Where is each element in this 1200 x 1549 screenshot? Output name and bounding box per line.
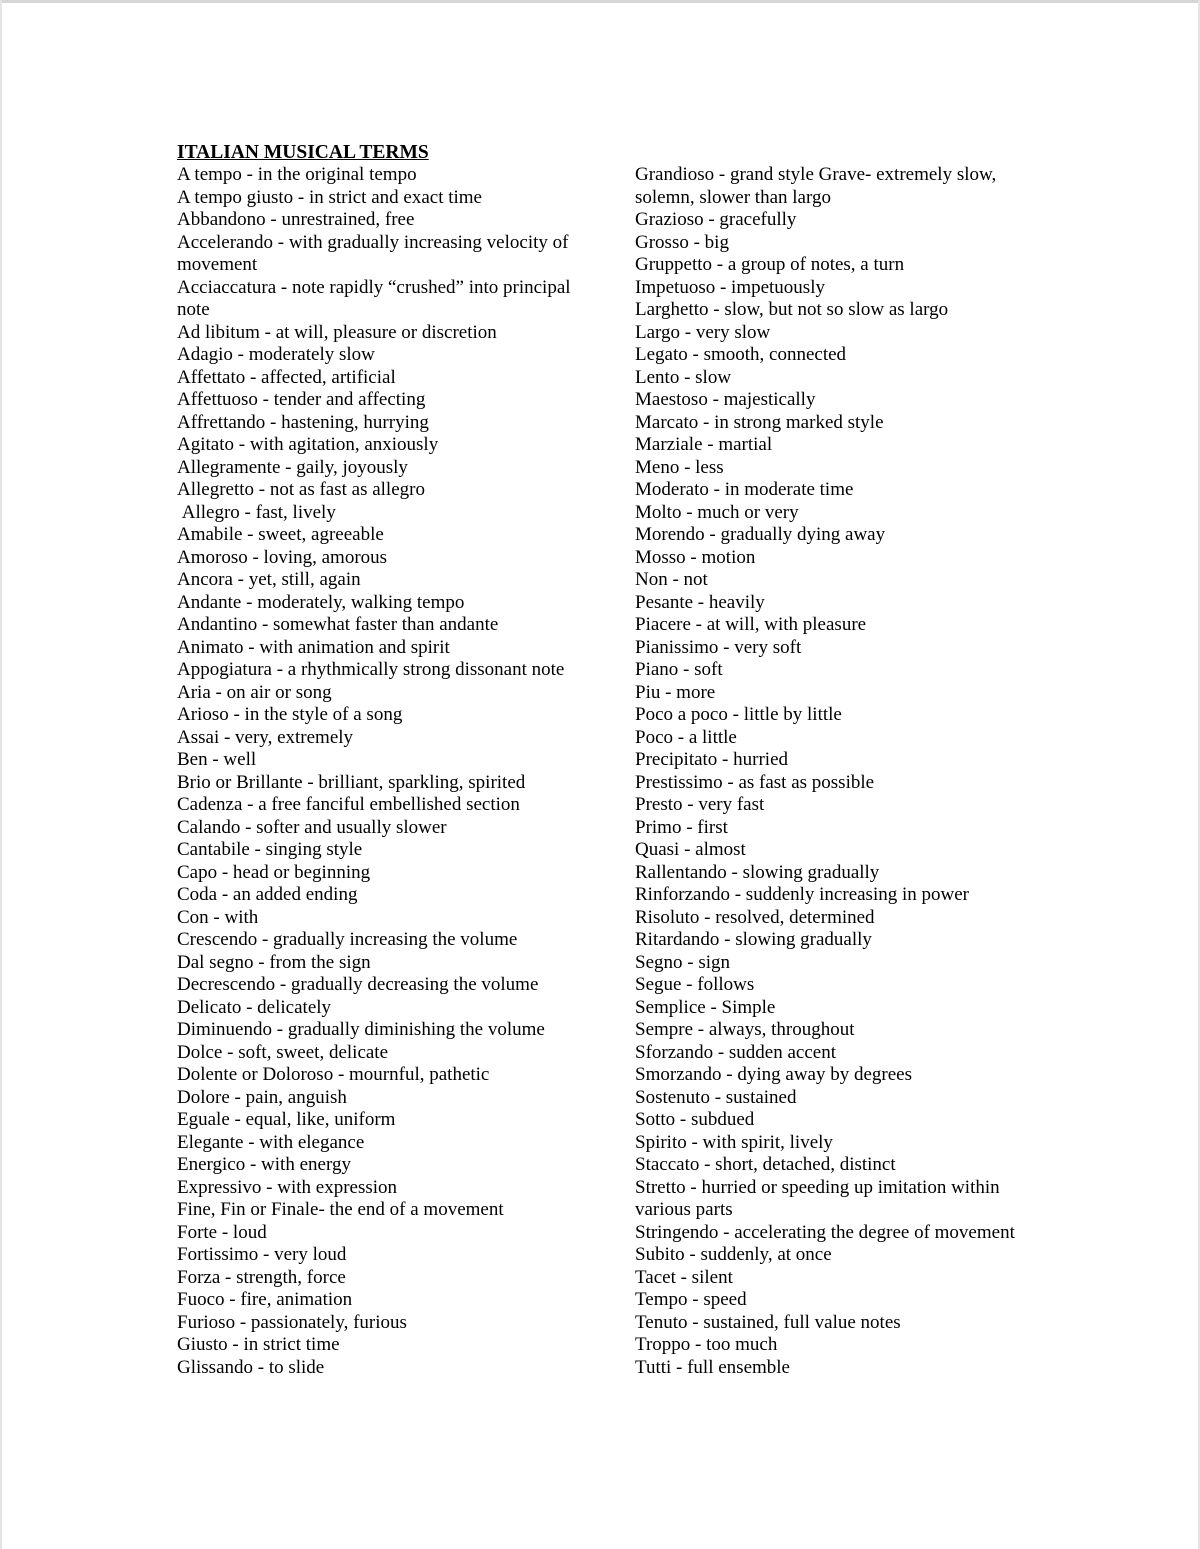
term-entry: Tutti - full ensemble [635, 1356, 790, 1378]
term-entry: Affettuoso - tender and affecting [177, 389, 426, 410]
term-entry: Grosso - big [635, 231, 729, 253]
term-entry: Ritardando - slowing gradually [635, 929, 872, 950]
term-entry: Poco - a little [635, 726, 737, 748]
term-entry: Tacet - silent [635, 1266, 733, 1288]
term-entry: Dolente or Doloroso - mournful, pathetic [177, 1064, 490, 1085]
term-entry: Agitato - with agitation, anxiously [177, 434, 439, 455]
term-entry: Elegante - with elegance [177, 1131, 365, 1153]
term-entry: Ancora - yet, still, again [177, 569, 361, 590]
term-entry: Furioso - passionately, furious [177, 1311, 407, 1333]
term-entry: Crescendo - gradually increasing the volume [177, 929, 518, 950]
term-entry: Delicato - delicately [177, 996, 332, 1018]
term-entry: Sempre - always, throughout [635, 1019, 855, 1040]
term-entry: Morendo - gradually dying away [635, 524, 886, 545]
term-entry: Dolce - soft, sweet, delicate [177, 1041, 389, 1063]
term-entry: Aria - on air or song [177, 681, 332, 703]
term-entry: Marcato - in strong marked style [635, 411, 884, 433]
term-entry: Decrescendo - gradually decreasing the volume [177, 974, 539, 995]
term-entry: Accelerando - with gradually increasing velocity of movement [177, 231, 574, 275]
term-entry: Dal segno - from the sign [177, 951, 371, 973]
term-entry: Calando - softer and usually slower [177, 816, 447, 838]
term-entry: Andantino - somewhat faster than andante [177, 614, 499, 635]
term-entry: Grandioso - grand style Grave- extremely slow, solemn, slower than largo [635, 164, 1001, 208]
term-entry: Energico - with energy [177, 1154, 351, 1175]
term-entry: Amoroso - loving, amorous [177, 546, 388, 568]
term-entry: Glissando - to slide [177, 1356, 325, 1378]
left-term-column [177, 164, 607, 1379]
term-entry: Tempo - speed [635, 1289, 747, 1310]
term-entry: Troppo - too much [635, 1334, 778, 1355]
term-entry: Fortissimo - very loud [177, 1244, 347, 1265]
term-entry: Sotto - subdued [635, 1109, 755, 1130]
term-entry: Con - with [177, 906, 259, 928]
term-entry: Abbandono - unrestrained, free [177, 209, 415, 230]
term-entry: Animato - with animation and spirit [177, 636, 450, 658]
term-entry: A tempo giusto - in strict and exact time [177, 186, 482, 208]
term-entry: Coda - an added ending [177, 884, 358, 905]
term-entry: Ad libitum - at will, pleasure or discretion [177, 321, 497, 343]
term-entry: Spirito - with spirit, lively [635, 1131, 833, 1153]
term-entry: Fuoco - fire, animation [177, 1289, 353, 1310]
term-entry: Meno - less [635, 456, 724, 478]
term-entry: Sostenuto - sustained [635, 1086, 797, 1108]
term-entry: Piano - soft [635, 659, 723, 680]
term-entry: Allegro - fast, lively [177, 501, 336, 523]
term-entry: Moderato - in moderate time [635, 479, 854, 500]
term-entry: Allegretto - not as fast as allegro [177, 479, 425, 500]
page-edge-top [0, 0, 1200, 3]
term-entry: Ben - well [177, 749, 257, 770]
term-entry: Tenuto - sustained, full value notes [635, 1311, 901, 1333]
term-entry: Fine, Fin or Finale- the end of a movement [177, 1199, 504, 1220]
term-entry: Quasi - almost [635, 839, 746, 860]
term-entry: Brio or Brillante - brilliant, sparkling, spirited [177, 771, 526, 793]
term-entry: Capo - head or beginning [177, 861, 371, 883]
page-edge-left [0, 0, 2, 1549]
term-entry: Impetuoso - impetuously [635, 276, 825, 298]
term-entry: Legato - smooth, connected [635, 344, 847, 365]
term-entry: Eguale - equal, like, uniform [177, 1109, 396, 1130]
right-term-column [635, 164, 1030, 1379]
term-entry: Mosso - motion [635, 546, 756, 568]
term-entry: Pesante - heavily [635, 591, 765, 613]
term-entry: Cantabile - singing style [177, 839, 363, 860]
term-entry: Maestoso - majestically [635, 389, 816, 410]
term-entry: Expressivo - with expression [177, 1176, 398, 1198]
term-entry: Allegramente - gaily, joyously [177, 456, 408, 478]
term-entry: Amabile - sweet, agreeable [177, 524, 384, 545]
term-entry: A tempo - in the original tempo [177, 164, 417, 185]
term-entry: Staccato - short, detached, distinct [635, 1154, 896, 1175]
term-entry: Rallentando - slowing gradually [635, 861, 880, 883]
term-entry: Giusto - in strict time [177, 1334, 340, 1355]
term-entry: Piu - more [635, 681, 716, 703]
term-entry: Dolore - pain, anguish [177, 1086, 347, 1108]
term-entry: Arioso - in the style of a song [177, 704, 403, 725]
term-entry: Andante - moderately, walking tempo [177, 591, 465, 613]
term-entry: Prestissimo - as fast as possible [635, 771, 875, 793]
term-entry: Lento - slow [635, 366, 732, 388]
term-entry: Gruppetto - a group of notes, a turn [635, 254, 905, 275]
term-entry: Precipitato - hurried [635, 749, 789, 770]
term-entry: Smorzando - dying away by degrees [635, 1064, 913, 1085]
term-entry: Piacere - at will, with pleasure [635, 614, 867, 635]
term-entry: Grazioso - gracefully [635, 209, 797, 230]
term-entry: Non - not [635, 569, 708, 590]
term-entry: Adagio - moderately slow [177, 344, 375, 365]
term-entry: Segno - sign [635, 951, 730, 973]
term-entry: Diminuendo - gradually diminishing the volume [177, 1019, 545, 1040]
term-entry: Poco a poco - little by little [635, 704, 842, 725]
term-entry: Affrettando - hastening, hurrying [177, 411, 429, 433]
term-entry: Forte - loud [177, 1221, 267, 1243]
term-entry: Primo - first [635, 816, 728, 838]
term-entry: Segue - follows [635, 974, 755, 995]
term-entry: Appogiatura - a rhythmically strong dissonant note [177, 659, 565, 680]
term-entry: Stringendo - accelerating the degree of movement [635, 1221, 1015, 1243]
term-entry: Rinforzando - suddenly increasing in power [635, 884, 969, 905]
term-entry: Risoluto - resolved, determined [635, 906, 875, 928]
term-entry: Affettato - affected, artificial [177, 366, 396, 388]
term-entry: Marziale - martial [635, 434, 773, 455]
term-entry: Molto - much or very [635, 501, 799, 523]
term-entry: Presto - very fast [635, 794, 765, 815]
term-entry: Semplice - Simple [635, 996, 776, 1018]
term-entry: Pianissimo - very soft [635, 636, 802, 658]
term-entry: Larghetto - slow, but not so slow as largo [635, 299, 949, 320]
term-entry: Stretto - hurried or speeding up imitation within various parts [635, 1176, 1005, 1220]
term-entry: Acciaccatura - note rapidly “crushed” into principal note [177, 276, 576, 320]
term-entry: Subito - suddenly, at once [635, 1244, 832, 1265]
term-entry: Sforzando - sudden accent [635, 1041, 837, 1063]
page-title: ITALIAN MUSICAL TERMS [177, 142, 429, 163]
term-entry: Cadenza - a free fanciful embellished section [177, 794, 520, 815]
term-entry: Forza - strength, force [177, 1266, 346, 1288]
term-entry: Largo - very slow [635, 321, 771, 343]
term-entry: Assai - very, extremely [177, 726, 354, 748]
